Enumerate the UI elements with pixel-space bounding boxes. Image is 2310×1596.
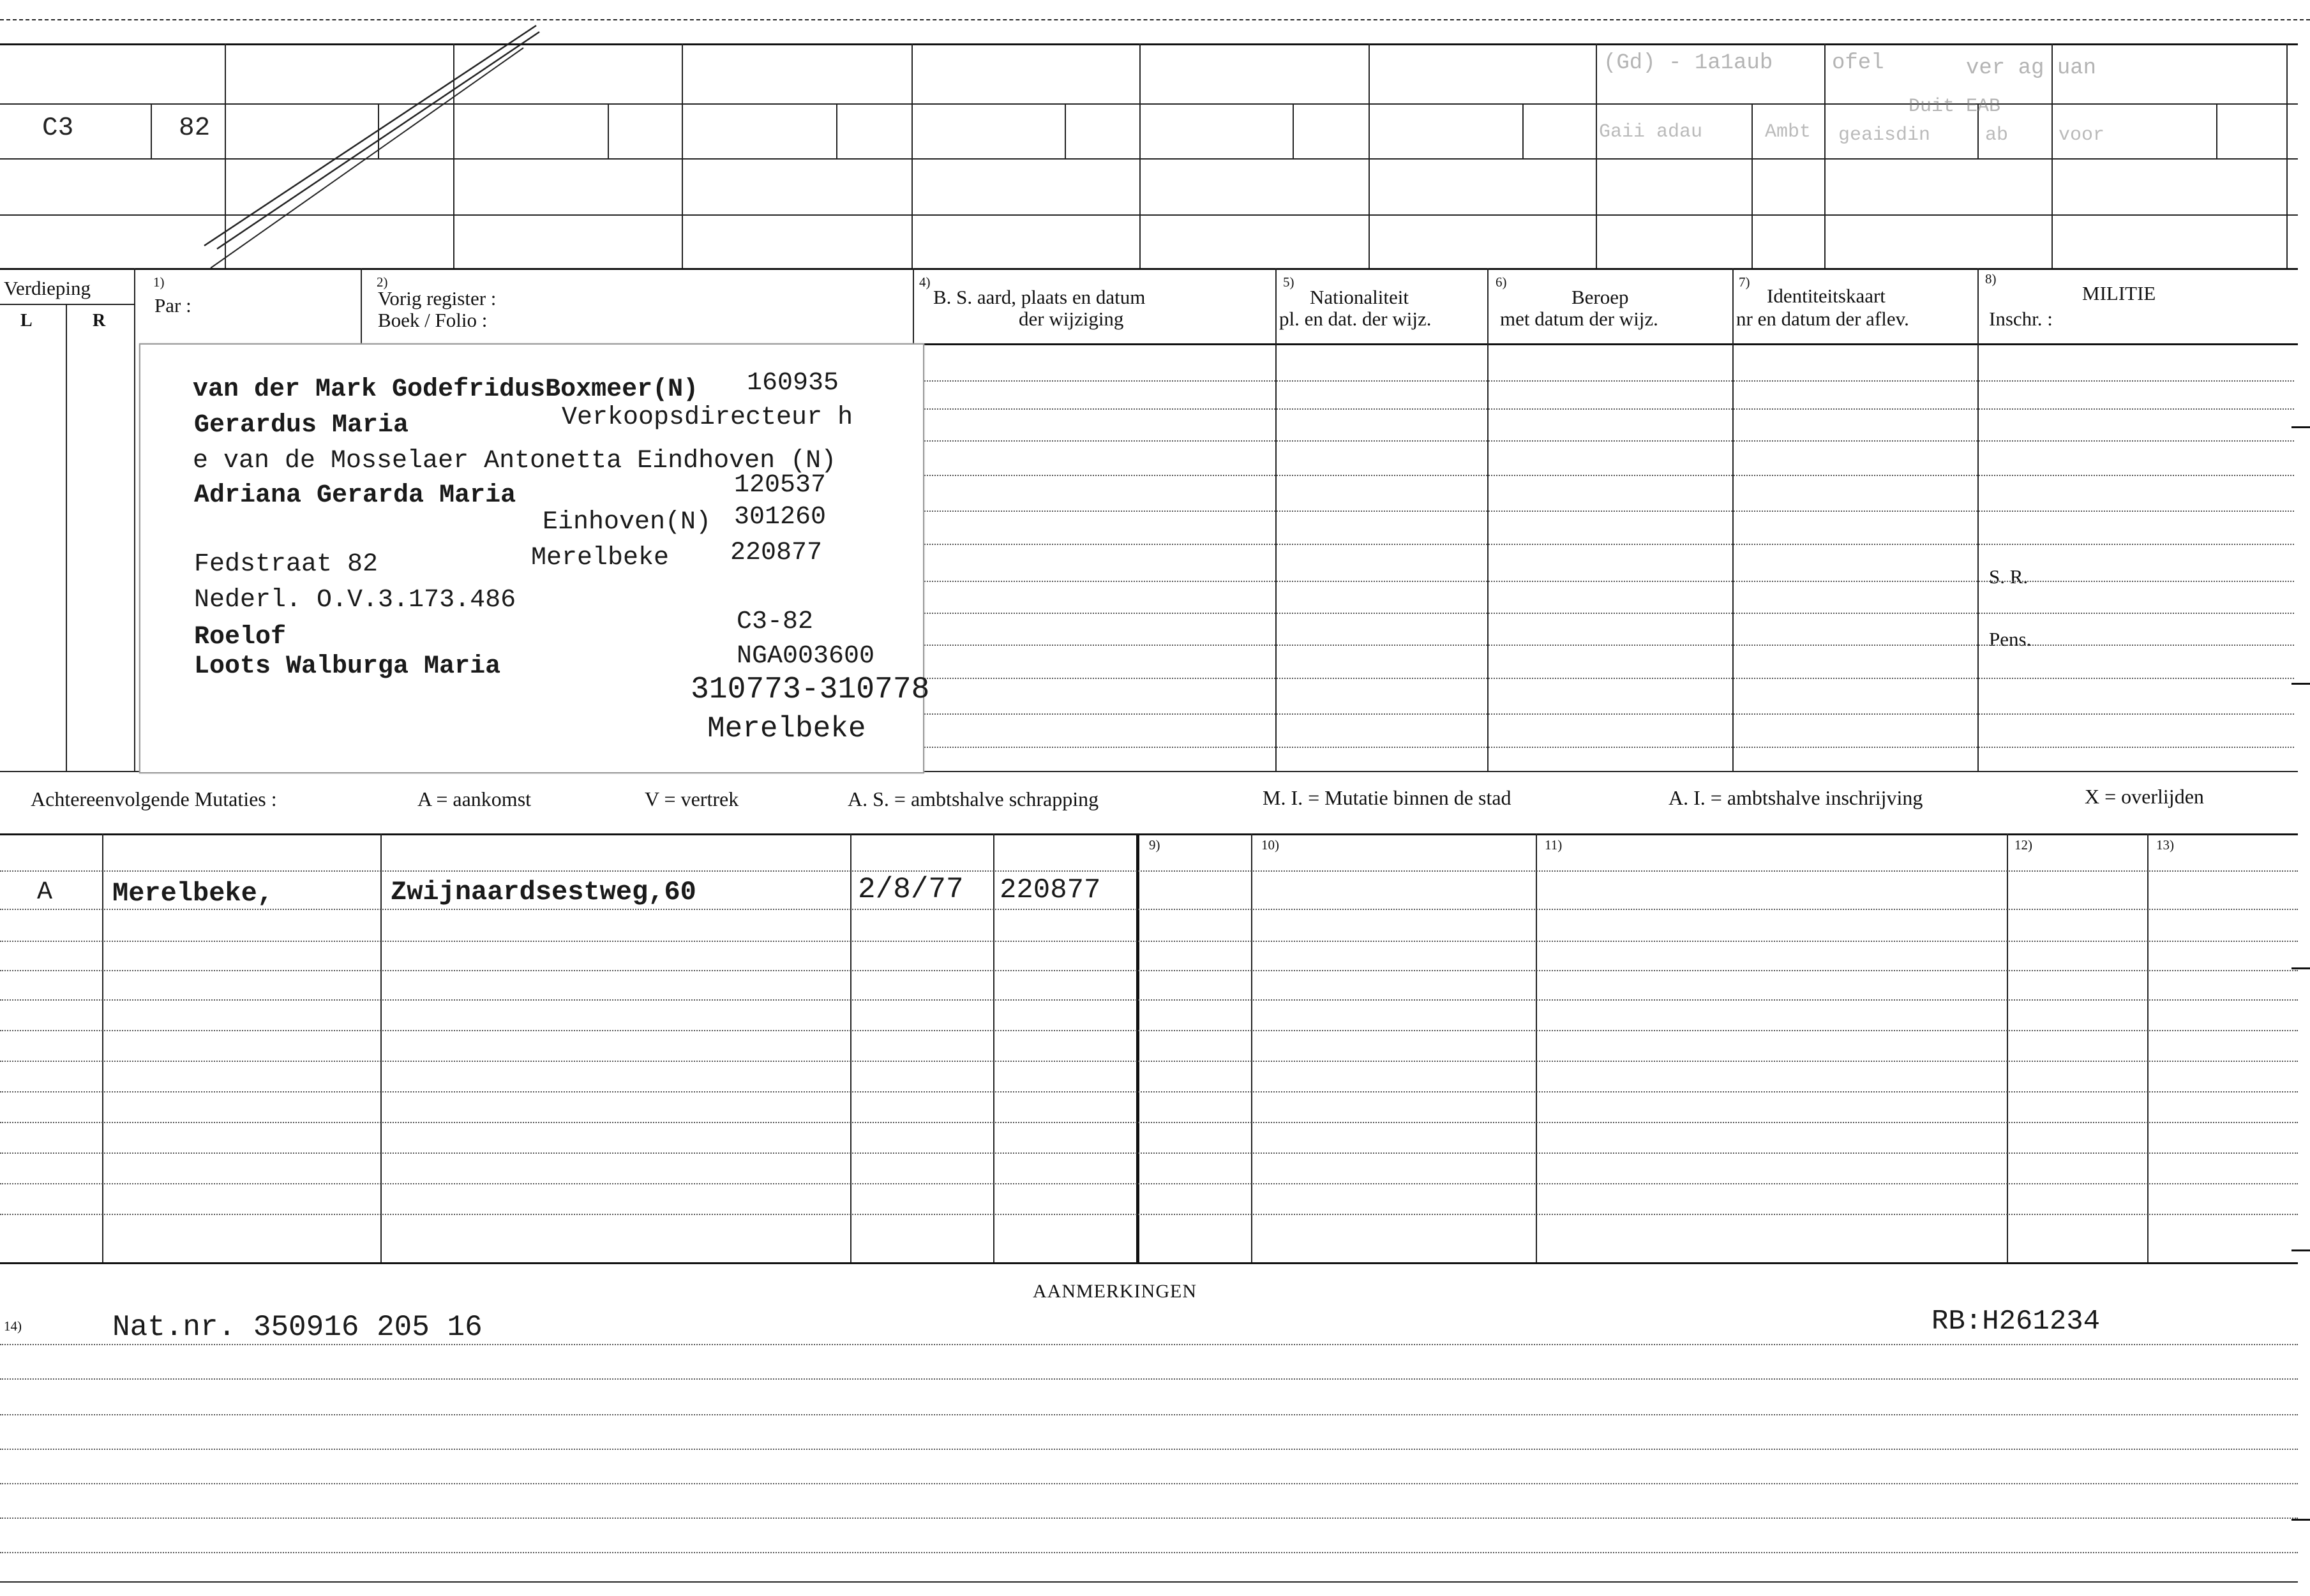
ruled-line bbox=[922, 613, 2294, 614]
mutation-row-line bbox=[0, 1030, 2298, 1031]
mutation-vline bbox=[1136, 833, 1139, 1262]
legend-intro: Achtereenvolgende Mutaties : bbox=[31, 787, 277, 810]
mutation-vline bbox=[993, 833, 994, 1262]
mutations-bottom-line bbox=[0, 1262, 2298, 1264]
ruled-line bbox=[922, 380, 2294, 382]
mutation-row-line bbox=[0, 999, 2298, 1001]
top-grid-vline bbox=[911, 43, 913, 268]
top-grid-vline bbox=[1596, 43, 1597, 268]
mutation-code: A bbox=[37, 878, 53, 907]
margin-tick bbox=[2291, 1249, 2310, 1251]
verdieping-r: R bbox=[93, 311, 106, 331]
remarks-line bbox=[0, 1378, 2298, 1380]
der-wijziging-label: der wijziging bbox=[1019, 308, 1124, 330]
mutation-row-line bbox=[0, 1152, 2298, 1154]
legend-aankomst: A = aankomst bbox=[417, 787, 532, 810]
margin-tick bbox=[2291, 967, 2310, 969]
ruled-line bbox=[922, 581, 2294, 582]
block-code: C3 bbox=[42, 114, 74, 143]
card-line-period: 310773-310778 bbox=[691, 673, 930, 707]
ruled-line bbox=[922, 408, 2294, 410]
mutations-top-line bbox=[0, 833, 2298, 835]
col13-number: 13) bbox=[2156, 837, 2174, 853]
card-line-name: van der Mark GodefridusBoxmeer(N) bbox=[193, 375, 699, 404]
mutation-vline bbox=[2007, 833, 2008, 1262]
ruled-line bbox=[922, 511, 2294, 512]
remarks-number: 14) bbox=[4, 1318, 22, 1334]
pasted-registration-card bbox=[139, 343, 930, 773]
card-line-marriage-place: Einhoven(N) bbox=[543, 508, 712, 537]
inschr-label: Inschr. : bbox=[1989, 308, 2053, 330]
mutation-row-line bbox=[0, 941, 2298, 942]
top-grid-vline bbox=[1139, 43, 1141, 268]
top-grid-vline bbox=[1065, 103, 1066, 158]
mutation-row-line bbox=[0, 1061, 2298, 1062]
margin-tick bbox=[2291, 683, 2310, 685]
header-divider bbox=[0, 304, 134, 305]
header-vline bbox=[1732, 268, 1734, 772]
margin-tick bbox=[2291, 426, 2310, 428]
top-grid-vline bbox=[2286, 43, 2288, 268]
mutation-row-line bbox=[0, 1214, 2298, 1215]
mutation-row-line bbox=[0, 909, 2298, 910]
col1-number: 1) bbox=[153, 274, 165, 290]
card-line-marriage-date: 301260 bbox=[734, 503, 827, 532]
faded-text: Gaii adau bbox=[1599, 121, 1703, 143]
header-vline bbox=[361, 268, 362, 343]
header-vline bbox=[66, 304, 67, 771]
legend-inschrijving: A. I. = ambtshalve inschrijving bbox=[1669, 786, 1923, 809]
header-vline bbox=[1487, 268, 1489, 772]
faded-text: ab bbox=[1985, 124, 2009, 146]
card-line-spouse-names: Adriana Gerarda Maria bbox=[194, 481, 516, 510]
top-grid-vline bbox=[1369, 43, 1370, 268]
national-number: Nat.nr. 350916 205 16 bbox=[112, 1311, 483, 1344]
nationaliteit-sub-label: pl. en dat. der wijz. bbox=[1279, 308, 1432, 330]
mutation-ref: 220877 bbox=[1000, 874, 1101, 906]
mutation-vline bbox=[850, 833, 851, 1262]
top-grid-vline bbox=[682, 43, 683, 268]
card-line-city: Merelbeke bbox=[531, 544, 670, 572]
pens-label: Pens. bbox=[1989, 628, 2032, 650]
strike-through-diagonal bbox=[191, 19, 549, 274]
ruled-line bbox=[922, 678, 2294, 679]
mutation-vline bbox=[102, 833, 103, 1262]
top-grid-vline bbox=[2216, 103, 2217, 158]
col11-number: 11) bbox=[1545, 837, 1563, 853]
remarks-line bbox=[0, 1483, 2298, 1484]
card-line-mother: Loots Walburga Maria bbox=[194, 652, 501, 681]
card-line-nationality: Nederl. O.V.3.173.486 bbox=[194, 586, 516, 615]
ruled-line bbox=[922, 645, 2294, 646]
col6-number: 6) bbox=[1496, 274, 1507, 290]
remarks-line bbox=[0, 1518, 2298, 1519]
identiteitskaart-sub-label: nr en datum der aflev. bbox=[1736, 308, 1909, 330]
mutation-vline bbox=[1251, 833, 1252, 1262]
mutation-row-line bbox=[0, 970, 2298, 971]
ruled-line bbox=[922, 544, 2294, 545]
top-grid-vline bbox=[1751, 103, 1753, 268]
ruled-line bbox=[922, 440, 2294, 442]
faded-text: ver ag uan bbox=[1966, 56, 2097, 80]
bs-aard-label: B. S. aard, plaats en datum bbox=[933, 286, 1146, 308]
bottom-edge-line bbox=[0, 1581, 2298, 1583]
beroep-label: Beroep bbox=[1571, 286, 1629, 308]
ruled-line bbox=[922, 475, 2294, 476]
sr-label: S. R. bbox=[1989, 565, 2029, 588]
col5-number: 5) bbox=[1283, 274, 1294, 290]
card-line-card-code: NGA003600 bbox=[737, 642, 875, 671]
nationaliteit-label: Nationaliteit bbox=[1310, 286, 1409, 308]
col9-number: 9) bbox=[1149, 837, 1160, 853]
header-bottom-line bbox=[922, 343, 2298, 345]
card-line-arrival-date: 220877 bbox=[730, 539, 823, 567]
mutation-vline bbox=[380, 833, 382, 1262]
card-line-spouse-birthdate: 120537 bbox=[734, 471, 827, 500]
faded-text: ofel bbox=[1832, 51, 1884, 75]
card-line-municipality: Merelbeke bbox=[707, 712, 866, 745]
ruled-line bbox=[922, 713, 2294, 715]
card-line-child: Roelof bbox=[194, 623, 287, 652]
militie-title: MILITIE bbox=[2082, 282, 2156, 304]
top-grid-vline bbox=[1824, 43, 1826, 268]
mutation-row-line bbox=[0, 1091, 2298, 1093]
boek-folio-label: Boek / Folio : bbox=[378, 309, 488, 331]
card-line-profession: Verkoopsdirecteur h bbox=[562, 403, 853, 432]
mutation-vline bbox=[1536, 833, 1537, 1262]
header-vline bbox=[134, 268, 135, 772]
house-number-code: 82 bbox=[179, 114, 211, 143]
mutation-place: Merelbeke, bbox=[112, 878, 274, 909]
faded-text: geaisdin bbox=[1838, 124, 1931, 146]
mutation-vline bbox=[2147, 833, 2149, 1262]
col7-number: 7) bbox=[1739, 274, 1750, 290]
card-line-register-ref: C3-82 bbox=[737, 608, 814, 636]
col12-number: 12) bbox=[2014, 837, 2032, 853]
top-grid-vline bbox=[608, 103, 609, 158]
legend-mutatie: M. I. = Mutatie binnen de stad bbox=[1263, 786, 1511, 809]
par-label: Par : bbox=[154, 294, 191, 317]
col8-number: 8) bbox=[1985, 271, 1997, 287]
remarks-title: AANMERKINGEN bbox=[1033, 1281, 1197, 1302]
beroep-sub-label: met datum der wijz. bbox=[1500, 308, 1658, 330]
remarks-line bbox=[0, 1414, 2298, 1415]
top-grid-vline bbox=[151, 103, 152, 158]
verdieping-l: L bbox=[20, 311, 33, 331]
top-grid-vline bbox=[1522, 103, 1524, 158]
remarks-line bbox=[0, 1344, 2298, 1345]
header-vline bbox=[1977, 268, 1979, 772]
top-grid-vline bbox=[836, 103, 837, 158]
mutation-row-line bbox=[0, 870, 2298, 872]
ruled-line bbox=[922, 747, 2294, 748]
card-line-street: Fedstraat 82 bbox=[194, 550, 379, 579]
col4-number: 4) bbox=[919, 274, 931, 290]
margin-tick bbox=[2291, 1519, 2310, 1521]
remarks-line bbox=[0, 1449, 2298, 1450]
card-line-spouse: e van de Mosselaer Antonetta Eindhoven (N) bbox=[193, 447, 837, 475]
col10-number: 10) bbox=[1261, 837, 1279, 853]
faded-text: (Gd) - 1a1aub bbox=[1603, 51, 1773, 75]
vorig-register-label: Vorig register : bbox=[378, 287, 497, 310]
card-line-birthdate: 160935 bbox=[747, 369, 839, 398]
faded-text: voor bbox=[2059, 124, 2105, 146]
mutation-address: Zwijnaardsestweg,60 bbox=[391, 877, 696, 907]
identiteitskaart-label: Identiteitskaart bbox=[1767, 285, 1886, 307]
legend-vertrek: V = vertrek bbox=[645, 787, 739, 810]
remarks-line bbox=[0, 1552, 2298, 1553]
mutation-row-line bbox=[0, 1122, 2298, 1123]
header-vline bbox=[1275, 268, 1277, 772]
top-grid-vline bbox=[1293, 103, 1294, 158]
legend-schrapping: A. S. = ambtshalve schrapping bbox=[848, 787, 1099, 810]
mutation-date: 2/8/77 bbox=[858, 873, 964, 906]
mutation-row-line bbox=[0, 1183, 2298, 1184]
legend-overlijden: X = overlijden bbox=[2085, 785, 2204, 808]
rb-reference: RB:H261234 bbox=[1931, 1306, 2101, 1338]
faded-text: Duit EAB bbox=[1909, 96, 2001, 117]
verdieping-label: Verdieping bbox=[4, 277, 91, 299]
faded-text: Ambt bbox=[1765, 121, 1811, 143]
col2-number: 2) bbox=[377, 274, 388, 290]
card-line-given-names: Gerardus Maria bbox=[194, 411, 409, 440]
